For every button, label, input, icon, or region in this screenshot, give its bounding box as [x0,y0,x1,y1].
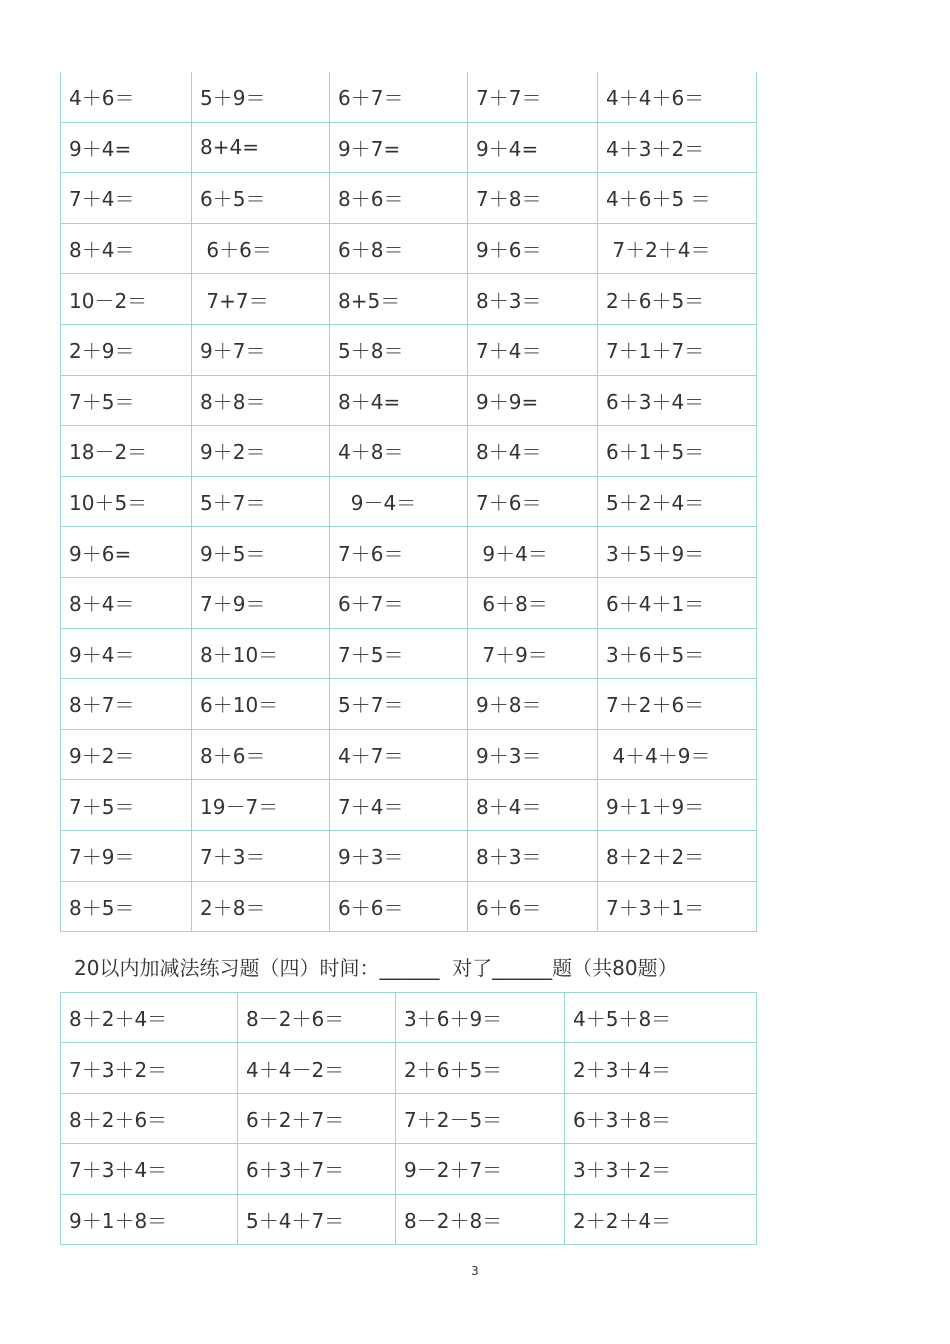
problem-cell: 2＋9＝ [61,324,192,375]
problem-cell: 5＋4＋7＝ [238,1194,396,1244]
problem-cell: 9＋4= [61,122,192,173]
problem-cell: 7＋5＝ [61,780,192,831]
problem-cell: 6＋4＋1＝ [598,577,757,628]
problem-cell: 9－2＋7＝ [396,1144,565,1194]
problem-cell: 8＋8＝ [192,375,330,426]
table-row [61,223,757,274]
problem-cell: 6＋7＝ [330,577,468,628]
problem-cell: 8＋6＝ [192,729,330,780]
problem-cell: 8－2＋6＝ [238,993,396,1043]
problem-cell: 8＋10＝ [192,628,330,679]
problem-cell: 9＋7＝ [192,324,330,375]
problem-cell: 9＋7= [330,122,468,173]
problem-cell: 7＋6＝ [468,476,598,527]
table-row [61,476,757,527]
problem-cell: 6＋6＝ [192,223,330,274]
problem-cell: 7＋9＝ [192,577,330,628]
problem-cell: 8＋6＝ [330,173,468,224]
problem-cell: 8＋5＝ [61,881,192,932]
problem-cell: 4＋8＝ [330,426,468,477]
table-row [61,830,757,881]
problem-cell: 9＋6= [61,527,192,578]
table-row [61,729,757,780]
problem-cell: 7＋5＝ [61,375,192,426]
problem-cell: 7＋9＝ [61,830,192,881]
exercise-table-1 [60,72,757,932]
page-number: 3 [471,1264,479,1278]
table-row [61,375,757,426]
problem-cell: 9＋4= [468,122,598,173]
table-row [61,993,757,1043]
problem-cell: 7＋4＝ [330,780,468,831]
problem-cell: 8＋3＝ [468,274,598,325]
problem-cell: 5＋9＝ [192,72,330,122]
problem-cell: 9－4＝ [330,476,468,527]
problem-cell: 6＋1＋5＝ [598,426,757,477]
table-row [61,274,757,325]
table-row [61,527,757,578]
problem-cell: 8＋4= [330,375,468,426]
problem-cell: 8－2＋8＝ [396,1194,565,1244]
problem-cell: 7＋2＋4＝ [598,223,757,274]
problem-cell: 9＋8＝ [468,679,598,730]
problem-cell: 8＋2＋6＝ [61,1093,238,1143]
table-row [61,577,757,628]
problem-cell: 6＋3＋7＝ [238,1144,396,1194]
problem-cell: 8+5＝ [330,274,468,325]
problem-cell: 7＋8＝ [468,173,598,224]
problem-cell: 3＋6＋9＝ [396,993,565,1043]
table-row [61,881,757,932]
problem-cell: 9＋1＋8＝ [61,1194,238,1244]
table-row [61,1043,757,1093]
table-row [61,1194,757,1244]
problem-cell: 3＋5＋9＝ [598,527,757,578]
problem-cell: 9＋9= [468,375,598,426]
problem-cell: 7＋4＝ [468,324,598,375]
problem-cell: 4＋4－2＝ [238,1043,396,1093]
problem-cell: 6＋6＝ [330,881,468,932]
problem-cell: 6＋3＋4＝ [598,375,757,426]
problem-cell: 8＋4＝ [468,426,598,477]
problem-cell: 6＋5＝ [192,173,330,224]
problem-cell: 7＋1＋7＝ [598,324,757,375]
problem-cell: 8+4= [192,122,330,173]
problem-cell: 19－7＝ [192,780,330,831]
problem-cell: 9＋6＝ [468,223,598,274]
table-row [61,122,757,173]
table-row [61,72,757,122]
problem-cell: 4＋3＋2＝ [598,122,757,173]
problem-cell: 5＋7＝ [330,679,468,730]
problem-cell: 7＋5＝ [330,628,468,679]
exercise-table-2 [60,992,757,1245]
problem-cell: 3＋3＋2＝ [565,1144,757,1194]
table-row [61,628,757,679]
problem-cell: 6＋8＝ [468,577,598,628]
problem-cell: 4＋5＋8＝ [565,993,757,1043]
problem-cell: 2＋6＋5＝ [598,274,757,325]
problem-cell: 6＋7＝ [330,72,468,122]
problem-cell: 8＋7＝ [61,679,192,730]
problem-cell: 4＋4＋9＝ [598,729,757,780]
problem-cell: 7＋3＝ [192,830,330,881]
problem-cell: 9＋4＝ [61,628,192,679]
problem-cell: 9＋4＝ [468,527,598,578]
problem-cell: 7＋4＝ [61,173,192,224]
problem-cell: 7＋3＋2＝ [61,1043,238,1093]
problem-cell: 6＋6＝ [468,881,598,932]
problem-cell: 4＋7＝ [330,729,468,780]
table-row [61,1093,757,1143]
problem-cell: 8＋4＝ [468,780,598,831]
problem-cell: 7＋2＋6＝ [598,679,757,730]
problem-cell: 5＋2＋4＝ [598,476,757,527]
problem-cell: 9＋1＋9＝ [598,780,757,831]
table-row [61,173,757,224]
problem-cell: 6＋8＝ [330,223,468,274]
problem-cell: 6＋3＋8＝ [565,1093,757,1143]
problem-cell: 7＋3＋4＝ [61,1144,238,1194]
problem-cell: 7＋7＝ [468,72,598,122]
problem-cell: 5＋8＝ [330,324,468,375]
problem-cell: 2＋8＝ [192,881,330,932]
section-title: 20以内加减法练习题（四）时间：______ 对了______题（共80题） [74,956,678,980]
problem-cell: 4＋4＋6＝ [598,72,757,122]
problem-cell: 10－2＝ [61,274,192,325]
table-row [61,324,757,375]
problem-cell: 5＋7＝ [192,476,330,527]
problem-cell: 7＋3＋1＝ [598,881,757,932]
problem-cell: 8＋4＝ [61,577,192,628]
problem-cell: 7+7＝ [192,274,330,325]
problem-cell: 2＋6＋5＝ [396,1043,565,1093]
problem-cell: 9＋5＝ [192,527,330,578]
problem-cell: 10＋5＝ [61,476,192,527]
table-row [61,780,757,831]
problem-cell: 2＋3＋4＝ [565,1043,757,1093]
problem-cell: 8＋2＋4＝ [61,993,238,1043]
problem-cell: 6＋2＋7＝ [238,1093,396,1143]
problem-cell: 9＋2＝ [61,729,192,780]
table-row [61,426,757,477]
problem-cell: 3＋6＋5＝ [598,628,757,679]
problem-cell: 4＋6＝ [61,72,192,122]
problem-cell: 7＋9＝ [468,628,598,679]
problem-cell: 2＋2＋4＝ [565,1194,757,1244]
problem-cell: 4＋6＋5 ＝ [598,173,757,224]
problem-cell: 6＋10＝ [192,679,330,730]
problem-cell: 18－2＝ [61,426,192,477]
problem-cell: 8＋3＝ [468,830,598,881]
problem-cell: 9＋2＝ [192,426,330,477]
problem-cell: 9＋3＝ [468,729,598,780]
table-row [61,1144,757,1194]
problem-cell: 9＋3＝ [330,830,468,881]
problem-cell: 7＋6＝ [330,527,468,578]
problem-cell: 7＋2－5＝ [396,1093,565,1143]
problem-cell: 8＋2＋2＝ [598,830,757,881]
problem-cell: 8＋4＝ [61,223,192,274]
table-row [61,679,757,730]
